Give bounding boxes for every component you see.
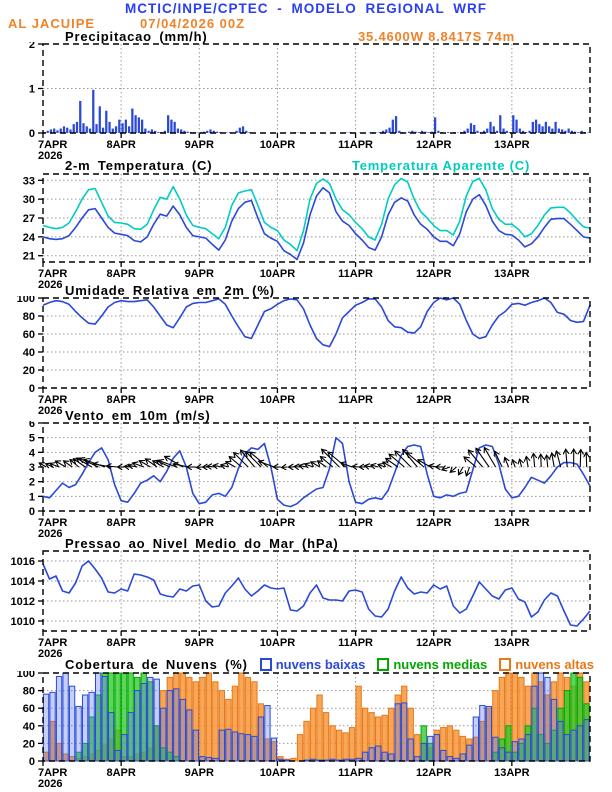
svg-text:8APR: 8APR xyxy=(106,394,136,406)
cloud-cover-legend xyxy=(65,657,594,672)
svg-text:1: 1 xyxy=(28,491,35,504)
svg-text:1: 1 xyxy=(28,83,35,96)
svg-text:20: 20 xyxy=(22,738,35,751)
high-clouds-legend-label: nuvens altas xyxy=(515,657,595,672)
pressure-title: Pressao ao Nivel Medio do Mar (hPa) xyxy=(65,536,339,551)
svg-text:60: 60 xyxy=(22,329,35,341)
svg-text:24: 24 xyxy=(22,231,35,244)
svg-text:80: 80 xyxy=(22,311,35,323)
precipitation-chart xyxy=(0,42,612,166)
svg-text:2026: 2026 xyxy=(38,405,63,416)
svg-text:10APR: 10APR xyxy=(259,637,296,649)
svg-text:9APR: 9APR xyxy=(184,139,214,151)
svg-text:33: 33 xyxy=(22,175,35,188)
svg-text:11APR: 11APR xyxy=(338,268,374,280)
svg-text:2: 2 xyxy=(28,476,35,489)
svg-text:27: 27 xyxy=(22,213,35,225)
svg-text:9APR: 9APR xyxy=(184,767,214,779)
humidity-title: Umidade Relativa em 2m (%) xyxy=(65,283,275,298)
svg-text:30: 30 xyxy=(22,194,35,207)
svg-text:11APR: 11APR xyxy=(338,139,374,151)
svg-text:5: 5 xyxy=(28,432,35,445)
run-datetime: 07/04/2026 00Z xyxy=(140,16,246,31)
svg-text:8APR: 8APR xyxy=(106,637,136,649)
station-name: AL JACUIPE xyxy=(8,16,96,31)
svg-text:12APR: 12APR xyxy=(415,767,452,779)
mid-clouds-legend-swatch xyxy=(377,658,389,671)
wind-title: Vento em 10m (m/s) xyxy=(65,408,211,423)
svg-text:12APR: 12APR xyxy=(415,268,452,280)
svg-text:10APR: 10APR xyxy=(259,394,296,406)
svg-text:21: 21 xyxy=(22,250,35,263)
temperature-chart xyxy=(0,172,612,295)
svg-text:0: 0 xyxy=(28,506,35,518)
svg-text:12APR: 12APR xyxy=(415,637,452,649)
svg-text:40: 40 xyxy=(22,347,35,359)
svg-text:8APR: 8APR xyxy=(106,268,136,280)
svg-text:13APR: 13APR xyxy=(494,517,530,529)
svg-text:2026: 2026 xyxy=(38,528,63,539)
svg-text:13APR: 13APR xyxy=(494,268,530,280)
svg-text:9APR: 9APR xyxy=(184,394,214,406)
svg-text:7APR: 7APR xyxy=(38,517,68,529)
apparent-temperature-label: Temperatura Aparente (C) xyxy=(352,158,531,173)
mid-clouds-legend-label: nuvens medias xyxy=(393,657,488,672)
svg-text:12APR: 12APR xyxy=(415,517,452,529)
svg-text:8APR: 8APR xyxy=(106,767,136,779)
cloud-cover-title: Cobertura de Nuvens (%) xyxy=(65,657,248,672)
page-title: MCTIC/INPE/CPTEC - MODELO REGIONAL WRF xyxy=(125,1,487,16)
svg-text:2: 2 xyxy=(28,42,35,51)
svg-text:11APR: 11APR xyxy=(338,394,374,406)
svg-text:2026: 2026 xyxy=(38,778,63,789)
low-clouds-legend-label: nuvens baixas xyxy=(275,657,366,672)
high-clouds-legend-swatch xyxy=(499,658,511,671)
svg-text:11APR: 11APR xyxy=(338,637,374,649)
svg-text:7APR: 7APR xyxy=(38,394,68,406)
svg-text:13APR: 13APR xyxy=(494,637,530,649)
svg-text:10APR: 10APR xyxy=(259,517,296,529)
station-coordinates: 35.4600W 8.8417S 74m xyxy=(358,29,515,44)
svg-text:4: 4 xyxy=(28,447,35,460)
svg-text:13APR: 13APR xyxy=(494,767,530,779)
svg-text:80: 80 xyxy=(22,685,35,698)
pressure-chart xyxy=(0,549,612,664)
wind-chart xyxy=(0,421,612,544)
svg-text:7APR: 7APR xyxy=(38,767,68,779)
svg-text:1010: 1010 xyxy=(10,616,35,628)
svg-text:0: 0 xyxy=(28,756,35,768)
svg-text:7APR: 7APR xyxy=(38,139,68,151)
svg-text:2026: 2026 xyxy=(38,648,63,659)
temperature-title: 2-m Temperatura (C) xyxy=(65,158,213,173)
svg-text:20: 20 xyxy=(22,365,35,377)
svg-text:2026: 2026 xyxy=(38,279,63,290)
low-clouds-legend-swatch xyxy=(260,658,272,671)
svg-text:1012: 1012 xyxy=(10,596,35,608)
svg-text:2026: 2026 xyxy=(38,150,63,161)
cloud-cover-chart xyxy=(0,671,612,792)
svg-text:3: 3 xyxy=(28,462,35,474)
svg-text:60: 60 xyxy=(22,703,35,716)
svg-text:9APR: 9APR xyxy=(184,637,214,649)
svg-text:9APR: 9APR xyxy=(184,517,214,529)
svg-text:7APR: 7APR xyxy=(38,268,68,280)
precipitation-title: Precipitacao (mm/h) xyxy=(65,29,208,44)
svg-text:7APR: 7APR xyxy=(38,637,68,649)
svg-text:1014: 1014 xyxy=(10,576,35,588)
svg-text:10APR: 10APR xyxy=(259,139,296,151)
svg-text:8APR: 8APR xyxy=(106,139,136,151)
svg-text:8APR: 8APR xyxy=(106,517,136,529)
svg-text:0: 0 xyxy=(28,383,35,395)
svg-text:10APR: 10APR xyxy=(259,268,296,280)
svg-text:100: 100 xyxy=(16,671,35,680)
svg-text:10APR: 10APR xyxy=(259,767,296,779)
svg-text:6: 6 xyxy=(28,421,35,430)
svg-text:13APR: 13APR xyxy=(494,394,530,406)
svg-text:0: 0 xyxy=(28,128,35,140)
svg-text:1016: 1016 xyxy=(10,556,35,568)
svg-text:100: 100 xyxy=(16,296,35,305)
svg-text:11APR: 11APR xyxy=(338,767,374,779)
svg-text:12APR: 12APR xyxy=(415,394,452,406)
svg-text:40: 40 xyxy=(22,720,35,733)
svg-text:13APR: 13APR xyxy=(494,139,530,151)
svg-text:9APR: 9APR xyxy=(184,268,214,280)
svg-text:11APR: 11APR xyxy=(338,517,374,529)
svg-text:12APR: 12APR xyxy=(415,139,452,151)
humidity-chart xyxy=(0,296,612,421)
